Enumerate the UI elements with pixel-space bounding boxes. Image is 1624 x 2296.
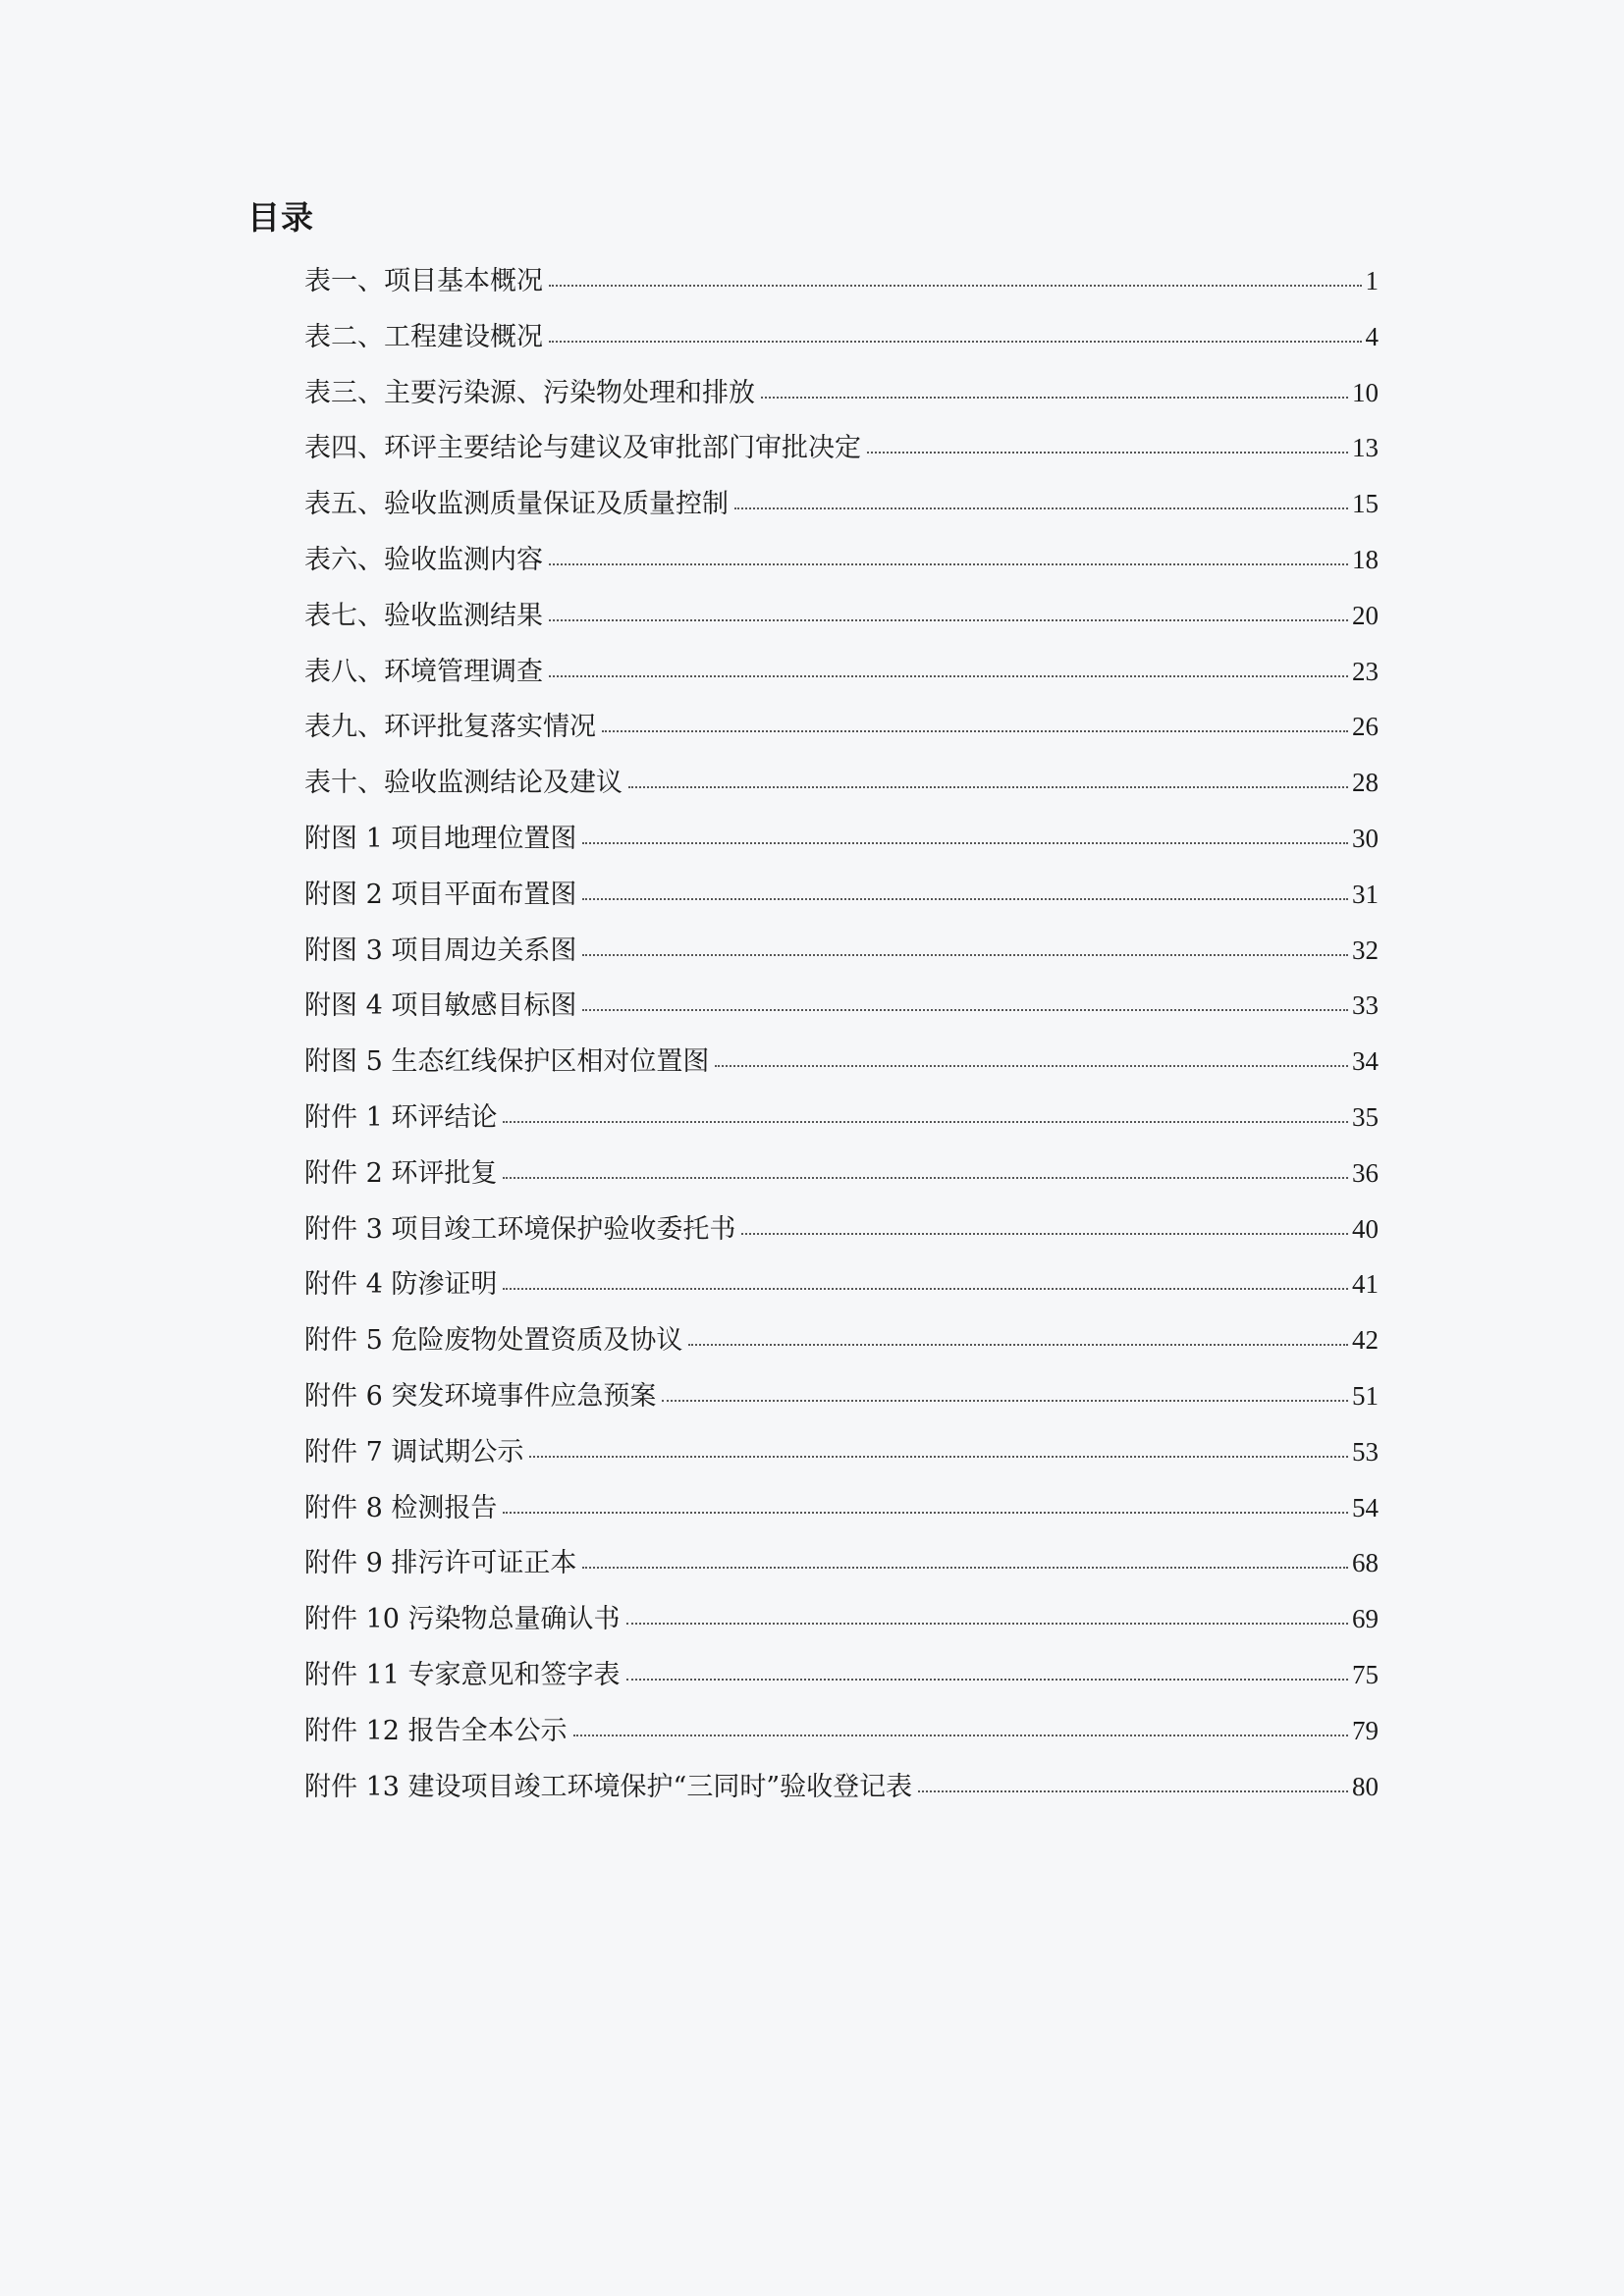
toc-entry[interactable] — [304, 592, 1379, 648]
toc-entry[interactable] — [304, 1316, 1379, 1372]
toc-entry[interactable] — [304, 536, 1379, 592]
toc-entry-label: 表三、主要污染源、污染物处理和排放 — [304, 377, 755, 408]
toc-entry[interactable] — [304, 369, 1379, 425]
toc-entry-page: 54 — [1352, 1492, 1379, 1522]
toc-entry-label: 附件 1 环评结论 — [304, 1101, 498, 1133]
toc-entry-page: 33 — [1352, 990, 1379, 1021]
toc-entry-label: 表七、验收监测结果 — [304, 600, 543, 631]
toc-dot-leader — [582, 842, 1348, 844]
toc-entry[interactable] — [304, 1205, 1379, 1261]
toc-entry-page: 1 — [1365, 266, 1379, 295]
toc-entry-page: 35 — [1352, 1101, 1379, 1132]
toc-dot-leader — [503, 1288, 1348, 1290]
toc-entry-page: 34 — [1352, 1046, 1379, 1077]
toc-entry[interactable] — [304, 424, 1379, 480]
toc-entry[interactable] — [304, 1094, 1379, 1149]
toc-dot-leader — [582, 898, 1348, 900]
toc-entry-page: 28 — [1352, 768, 1379, 798]
toc-entry-label: 表四、环评主要结论与建议及审批部门审批决定 — [304, 433, 861, 464]
toc-entry-page: 36 — [1352, 1157, 1379, 1188]
toc-entry[interactable] — [304, 759, 1379, 815]
toc-entry-label: 附图 5 生态红线保护区相对位置图 — [304, 1046, 710, 1078]
toc-entry[interactable] — [304, 703, 1379, 759]
toc-entry-page: 15 — [1352, 489, 1379, 519]
toc-entry-page: 20 — [1352, 600, 1379, 630]
toc-entry-page: 26 — [1352, 712, 1379, 742]
toc-entry-label: 表十、验收监测结论及建议 — [304, 768, 623, 799]
toc-dot-leader — [582, 1567, 1348, 1569]
toc-entry[interactable] — [304, 1539, 1379, 1595]
toc-entry-label: 附件 2 环评批复 — [304, 1157, 498, 1189]
toc-entry-page: 53 — [1352, 1436, 1379, 1467]
toc-entry-page: 10 — [1352, 377, 1379, 407]
toc-entry[interactable] — [304, 1651, 1379, 1707]
toc-entry-label: 附图 3 项目周边关系图 — [304, 934, 577, 966]
toc-dot-leader — [734, 507, 1348, 509]
toc-entry-label: 表九、环评批复落实情况 — [304, 712, 596, 743]
toc-title: 目录 — [247, 198, 314, 237]
toc-entry[interactable] — [304, 648, 1379, 704]
toc-entry[interactable] — [304, 871, 1379, 927]
toc-entry-page: 68 — [1352, 1548, 1379, 1578]
toc-entry-page: 42 — [1352, 1325, 1379, 1356]
toc-entry-label: 附件 13 建设项目竣工环境保护“三同时”验收登记表 — [304, 1771, 913, 1802]
toc-dot-leader — [626, 1623, 1348, 1625]
toc-dot-leader — [529, 1456, 1348, 1458]
toc-entry-page: 13 — [1352, 433, 1379, 463]
toc-dot-leader — [626, 1679, 1348, 1681]
toc-entry-label: 附图 1 项目地理位置图 — [304, 823, 577, 854]
toc-entry[interactable] — [304, 1260, 1379, 1316]
toc-dot-leader — [573, 1735, 1348, 1736]
toc-entry[interactable] — [304, 982, 1379, 1038]
toc-entry-label: 附件 5 危险废物处置资质及协议 — [304, 1325, 683, 1357]
toc-dot-leader — [741, 1233, 1348, 1235]
toc-entry[interactable] — [304, 480, 1379, 536]
toc-dot-leader — [503, 1177, 1348, 1179]
toc-dot-leader — [582, 954, 1348, 956]
toc-entry-label: 附件 12 报告全本公示 — [304, 1715, 568, 1746]
toc-entry-label: 表二、工程建设概况 — [304, 321, 543, 352]
toc-dot-leader — [761, 397, 1348, 399]
toc-entry-page: 4 — [1365, 321, 1379, 351]
toc-entry-page: 69 — [1352, 1604, 1379, 1634]
toc-dot-leader — [628, 786, 1348, 788]
toc-entry-label: 附件 4 防渗证明 — [304, 1269, 498, 1301]
toc-entry[interactable] — [304, 1428, 1379, 1484]
toc-entry[interactable] — [304, 1038, 1379, 1094]
toc-entry-page: 41 — [1352, 1269, 1379, 1300]
toc-entry-label: 附件 6 突发环境事件应急预案 — [304, 1380, 657, 1412]
toc-entry-page: 40 — [1352, 1213, 1379, 1244]
toc-entry-label: 附图 4 项目敏感目标图 — [304, 990, 577, 1022]
toc-entry[interactable] — [304, 313, 1379, 369]
toc-entry[interactable] — [304, 1707, 1379, 1763]
toc-dot-leader — [582, 1009, 1348, 1011]
toc-entry[interactable] — [304, 1149, 1379, 1205]
toc-entry-label: 附件 3 项目竣工环境保护验收委托书 — [304, 1213, 736, 1245]
toc-dot-leader — [549, 619, 1348, 621]
toc-entry-label: 表五、验收监测质量保证及质量控制 — [304, 489, 729, 520]
toc-entry-label: 附件 9 排污许可证正本 — [304, 1548, 577, 1579]
toc-dot-leader — [503, 1512, 1348, 1514]
toc-dot-leader — [688, 1344, 1348, 1346]
toc-entry-page: 75 — [1352, 1659, 1379, 1689]
toc-entry-label: 附件 8 检测报告 — [304, 1492, 498, 1523]
toc-dot-leader — [503, 1121, 1348, 1123]
toc-entry-page: 23 — [1352, 656, 1379, 686]
toc-dot-leader — [549, 285, 1362, 287]
toc-dot-leader — [549, 675, 1348, 677]
toc-entry-page: 30 — [1352, 823, 1379, 853]
toc-entry-page: 51 — [1352, 1380, 1379, 1411]
toc-entry[interactable] — [304, 927, 1379, 983]
toc-entry[interactable] — [304, 1763, 1379, 1819]
toc-dot-leader — [602, 730, 1348, 732]
toc-entry-page: 79 — [1352, 1715, 1379, 1745]
toc-list — [304, 257, 1379, 1818]
toc-entry[interactable] — [304, 1372, 1379, 1428]
toc-dot-leader — [662, 1400, 1348, 1402]
toc-entry[interactable] — [304, 257, 1379, 313]
toc-entry[interactable] — [304, 1484, 1379, 1540]
toc-entry-page: 32 — [1352, 934, 1379, 965]
toc-entry[interactable] — [304, 815, 1379, 871]
toc-dot-leader — [549, 341, 1362, 343]
toc-entry-label: 附图 2 项目平面布置图 — [304, 879, 577, 910]
toc-entry-page: 18 — [1352, 544, 1379, 574]
toc-dot-leader — [549, 563, 1348, 565]
toc-entry-label: 表八、环境管理调查 — [304, 656, 543, 687]
toc-dot-leader — [715, 1065, 1348, 1067]
toc-entry-page: 80 — [1352, 1771, 1379, 1801]
toc-entry-label: 附件 11 专家意见和签字表 — [304, 1659, 621, 1690]
toc-dot-leader — [867, 452, 1348, 454]
toc-dot-leader — [918, 1790, 1348, 1792]
toc-entry-label: 附件 10 污染物总量确认书 — [304, 1604, 621, 1635]
toc-entry-label: 表一、项目基本概况 — [304, 266, 543, 296]
toc-entry-label: 表六、验收监测内容 — [304, 544, 543, 575]
toc-entry-page: 31 — [1352, 879, 1379, 909]
toc-entry[interactable] — [304, 1595, 1379, 1651]
toc-entry-label: 附件 7 调试期公示 — [304, 1436, 524, 1468]
